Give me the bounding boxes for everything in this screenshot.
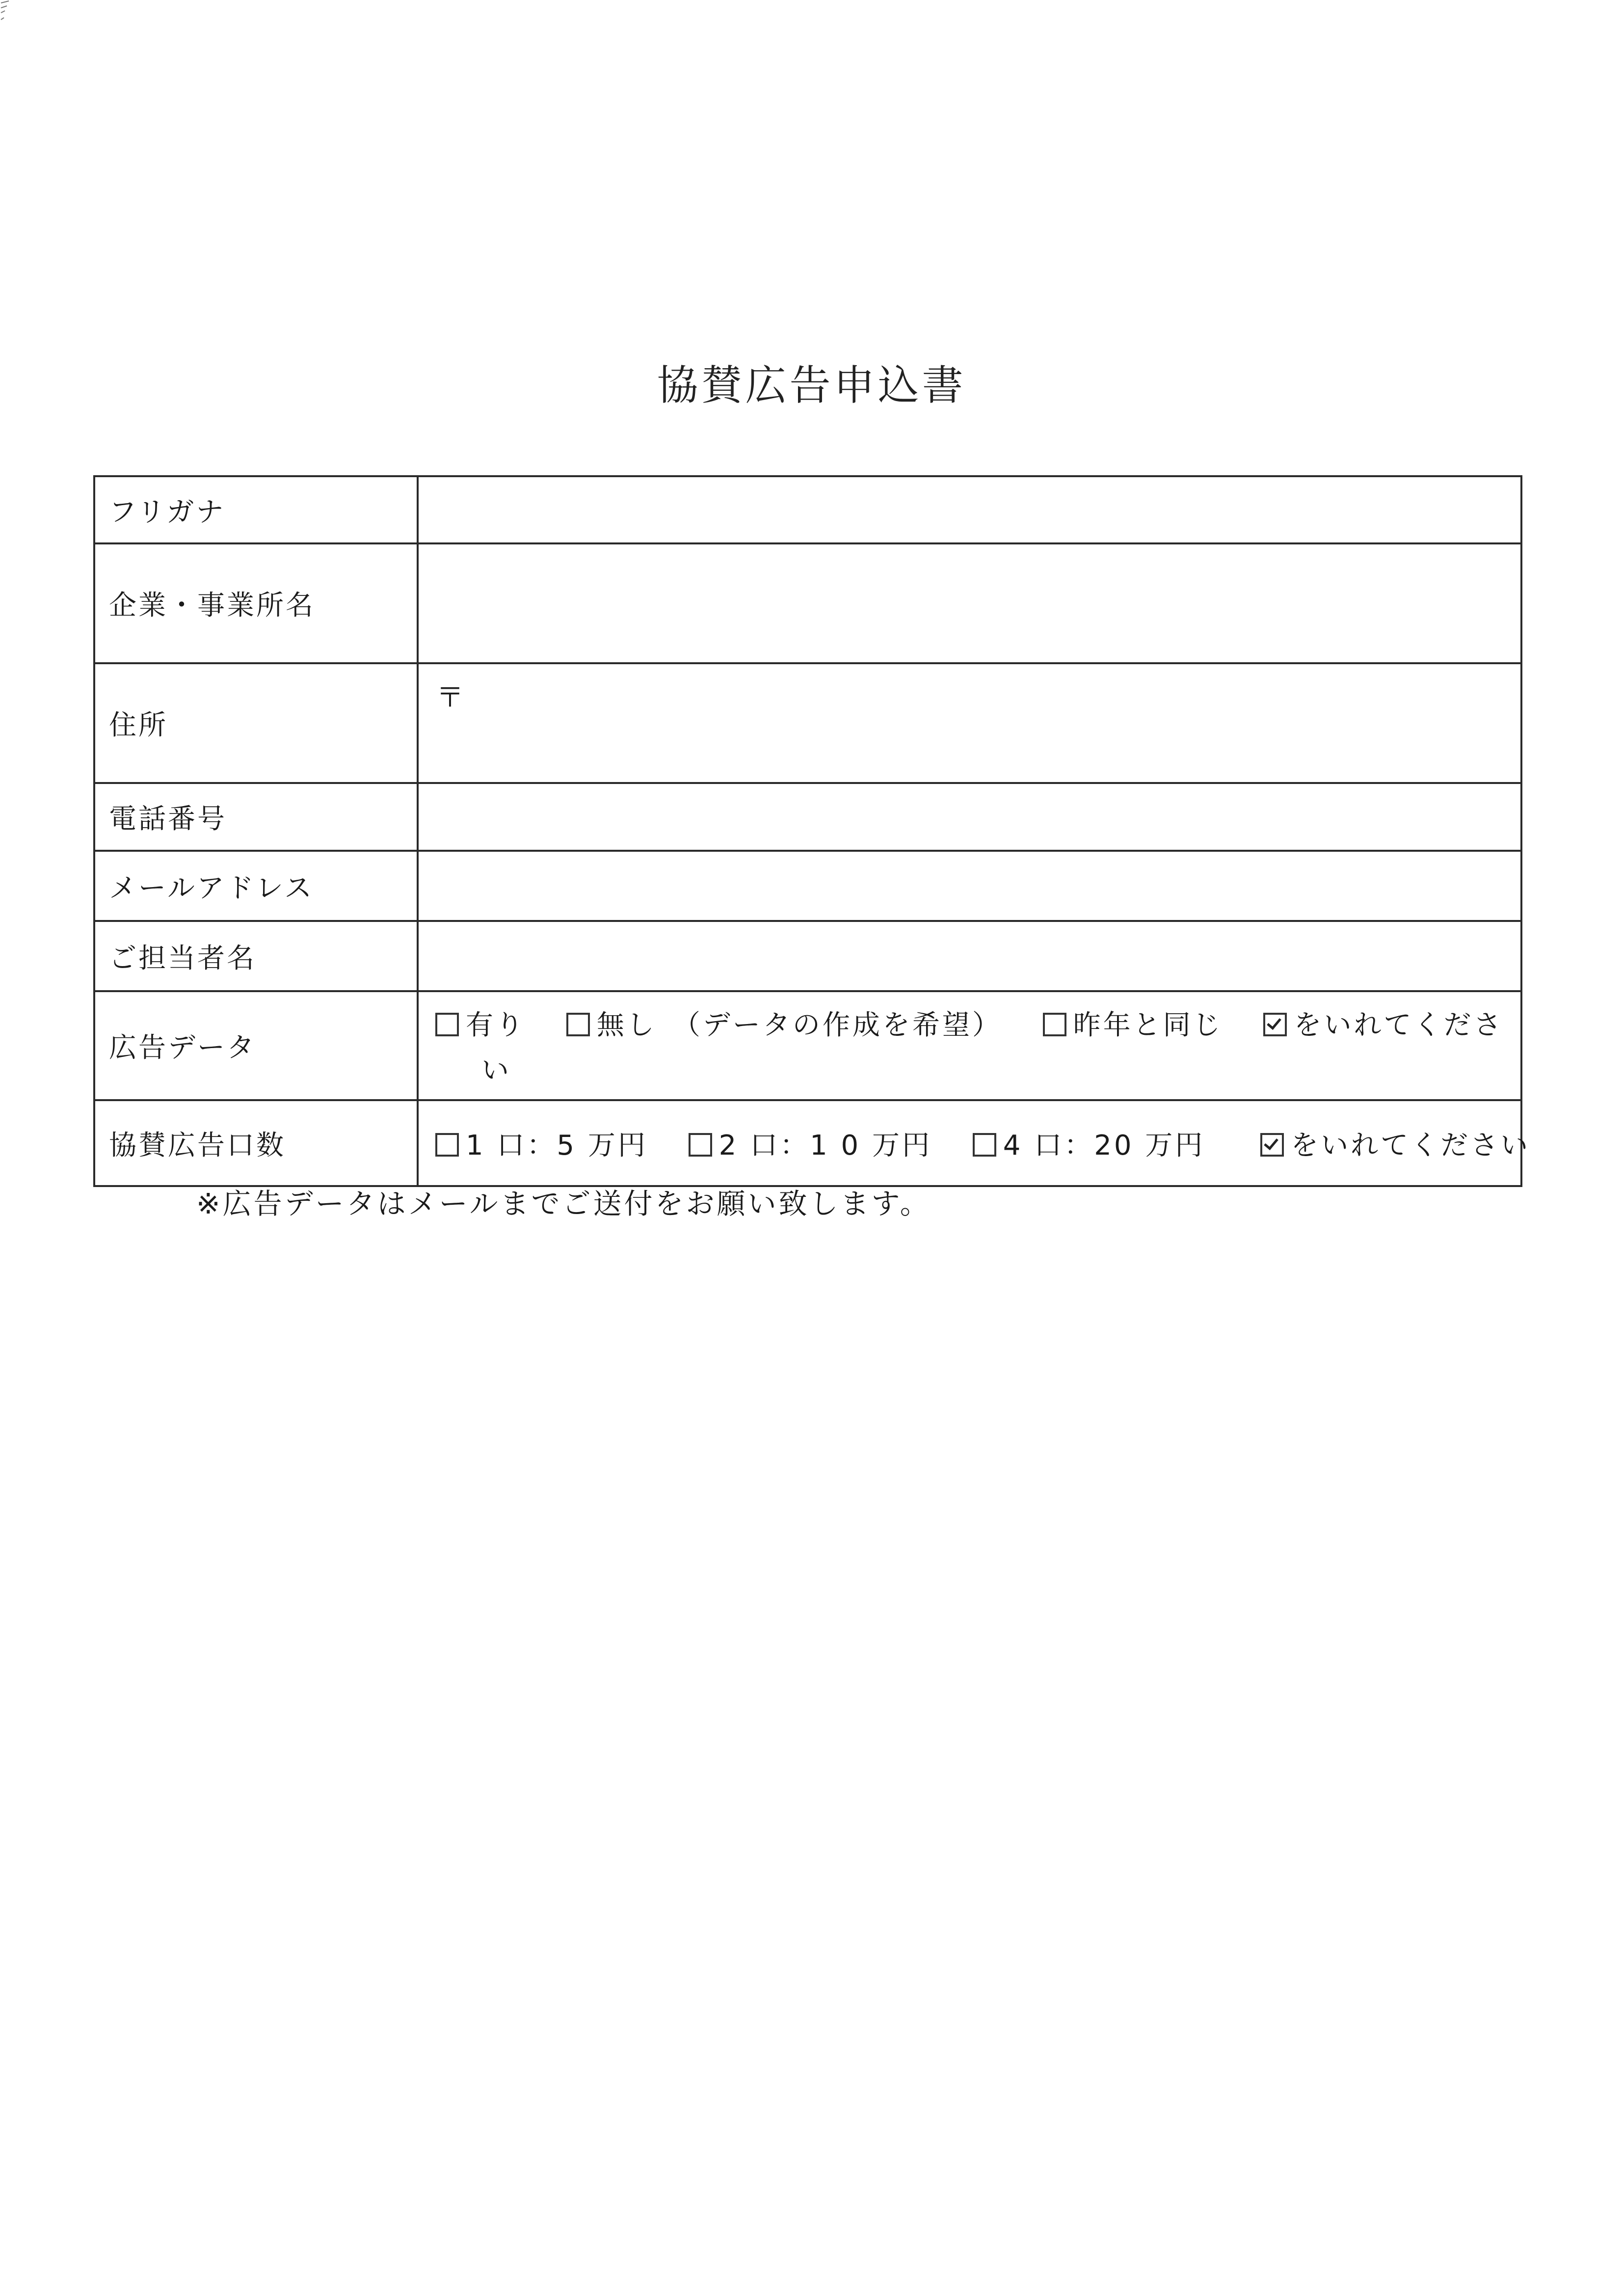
units-instruction: をいれてください <box>1291 1129 1531 1162</box>
ad-data-yes-checkbox[interactable] <box>435 1013 459 1036</box>
footnote: ※広告データはメールまでご送付をお願い致します。 <box>196 1187 931 1220</box>
units-options <box>419 1124 1531 1163</box>
units-1-checkbox[interactable] <box>435 1133 459 1157</box>
ad-data-same-checkbox[interactable] <box>1043 1013 1066 1036</box>
units-4-label: 4 口：20 万円 <box>1003 1129 1205 1162</box>
company-field[interactable] <box>418 543 1521 663</box>
ad-data-instruction-wrap: い <box>481 1054 511 1086</box>
contact-field[interactable] <box>418 921 1521 991</box>
company-label: 企業・事業所名 <box>94 543 418 663</box>
checked-box-icon <box>1260 1133 1284 1157</box>
form-row-furigana <box>94 476 1521 543</box>
ad-data-no-label: 無し （データの作成を希望） <box>596 1009 1002 1041</box>
form-row-ad-data <box>94 991 1521 1100</box>
ad-data-same-label: 昨年と同じ <box>1073 1009 1223 1041</box>
application-form <box>93 475 1531 1187</box>
furigana-label: フリガナ <box>94 476 418 543</box>
units-label: 協賛広告口数 <box>94 1100 418 1186</box>
units-2-label: 2 口：1 0 万円 <box>718 1129 932 1162</box>
units-4-checkbox[interactable] <box>973 1133 996 1157</box>
email-field[interactable] <box>418 851 1521 921</box>
phone-field[interactable] <box>418 783 1521 851</box>
address-label: 住所 <box>94 663 418 783</box>
furigana-field[interactable] <box>418 476 1521 543</box>
ad-data-instruction: をいれてくださ <box>1294 1009 1504 1041</box>
ad-data-options <box>419 992 1520 1050</box>
form-row-address <box>94 663 1521 783</box>
contact-label: ご担当者名 <box>94 921 418 991</box>
postal-mark: 〒 <box>436 682 464 714</box>
ad-data-yes-label: 有り <box>466 1009 526 1041</box>
form-row-phone <box>94 783 1521 851</box>
scan-edge-mark <box>0 0 15 39</box>
address-field[interactable] <box>418 663 1521 783</box>
page-title: 協賛広告申込書 <box>657 361 966 409</box>
form-row-units <box>94 1100 1521 1186</box>
units-1-label: 1 口：5 万円 <box>466 1129 648 1162</box>
phone-label: 電話番号 <box>94 783 418 851</box>
form-row-company <box>94 543 1521 663</box>
ad-data-label: 広告データ <box>94 991 418 1100</box>
units-2-checkbox[interactable] <box>689 1133 712 1157</box>
units-field <box>418 1100 1531 1186</box>
ad-data-field <box>418 991 1521 1100</box>
form-row-contact <box>94 921 1521 991</box>
checked-box-icon <box>1263 1013 1287 1036</box>
ad-data-no-checkbox[interactable] <box>566 1013 590 1036</box>
email-label: メールアドレス <box>94 851 418 921</box>
form-row-email <box>94 851 1521 921</box>
